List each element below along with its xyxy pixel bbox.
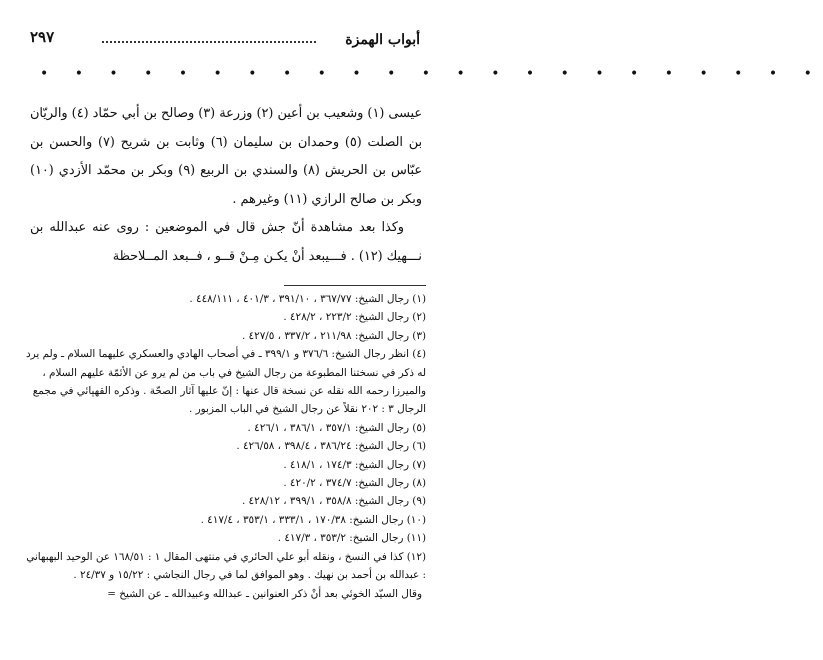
footnote-10: (١٠) رجال الشيخ: ١٧٠/٣٨ ، ٣٣٣/١ ، ٣٥٣/١ ، ٤١٧/٤ . — [200, 513, 426, 526]
page-header — [24, 26, 428, 50]
chapter-title: أبواب الهمزة — [345, 32, 420, 48]
footnote-12: (١٢) كذا في النسخ ، ونقله أبو علي الحائري في منتهى المقال ١ : ١٦٨/٥١ عن الوحيد البهبهاني : عبدالله بن أحمد بن نهيك . وهو الموافق لما في رجال النجاشي : ١٥/٢٢ و ٢٤/٣٧ . — [26, 550, 426, 582]
footnote-5: (٥) رجال الشيخ: ٣٥٧/١ ، ٣٨٦/١ ، ٤٢٦/١ . — [247, 421, 426, 434]
paragraph-1: عيسى (١) وشعيب بن أعين (٢) وزرعة (٣) وصالح بن أبي حمّاد (٤) والريّان بن الصلت (٥) وحمدان بن سليمان (٦) وثابت بن شريح (٧) والحسن بن عبّاس بن الحريش (٨) والسندي بن الربيع (٩) وبكر بن محمّد الأزدي (١٠) وبكر بن صالح الرازي (١١) وغيرهم . — [30, 106, 423, 207]
footnote-8: (٨) رجال الشيخ: ٣٧٤/٧ ، ٤٢٠/٢ . — [283, 477, 426, 490]
page-number: ٢٩٧ — [30, 28, 55, 46]
footnote-11: (١١) رجال الشيخ: ٣٥٣/٢ ، ٤١٧/٣ . — [277, 532, 426, 545]
footnote-rule — [284, 285, 426, 286]
header-dot-leader — [102, 41, 316, 43]
footnote-continuation: وقال السيّد الخوئي بعد أنْ ذكر العنوانين ـ عبدالله وعبيدالله ـ عن الشيخ = — [107, 587, 422, 600]
footnote-6: (٦) رجال الشيخ: ٣٨٦/٢٤ ، ٣٩٨/٤ ، ٤٢٦/٥٨ . — [236, 440, 426, 453]
footnote-9: (٩) رجال الشيخ: ٣٥٨/٨ ، ٣٩٩/١ ، ٤٢٨/١٢ . — [241, 495, 426, 508]
footnotes — [26, 290, 426, 603]
footnote-7: (٧) رجال الشيخ: ١٧٤/٣ ، ٤١٨/١ . — [283, 458, 426, 471]
main-text — [30, 100, 422, 272]
footnote-1: (١) رجال الشيخ: ٣٦٧/٧٧ ، ٣٩١/١٠ ، ٤٠١/٣ ، ٤٤٨/١١١ . — [189, 293, 426, 305]
paragraph-2: وكذا بعد مشاهدة أنّ جش قال في الموضعين : روى عنه عبدالله بن نـــهيك (١٢) . فـــيبعد أنْ يكـن مِـنْ قــو ، فــبعد المــلاحظة — [30, 220, 422, 264]
footnote-3: (٣) رجال الشيخ: ٢١١/٩٨ ، ٣٣٧/٢ ، ٤٢٧/٥ . — [241, 329, 426, 342]
section-separator: • • • • • • • • • • • • • • • • • • • • • • • — [40, 66, 823, 82]
footnote-4: (٤) انظر رجال الشيخ: ٣٧٦/٦ و ٣٩٩/١ ـ في أصحاب الهادي والعسكري عليهما السلام ـ ولم يرد له ذكر في نسختنا المطبوعة من رجال الشيخ في باب من لم يرو عن الأئمّة عليهم السلام ، والميرزا رحمه الله نقله عن نسخة قال عنها : إنّ عليها آثار الصحّة . وذكره القهپائي في مجمع الرجال ٣ : ٢٠٢ نقلاً عن رجال الشيخ في الباب المزبور . — [26, 348, 426, 416]
footnote-2: (٢) رجال الشيخ: ٢٢٣/٢ ، ٤٢٨/٢ . — [283, 311, 426, 324]
